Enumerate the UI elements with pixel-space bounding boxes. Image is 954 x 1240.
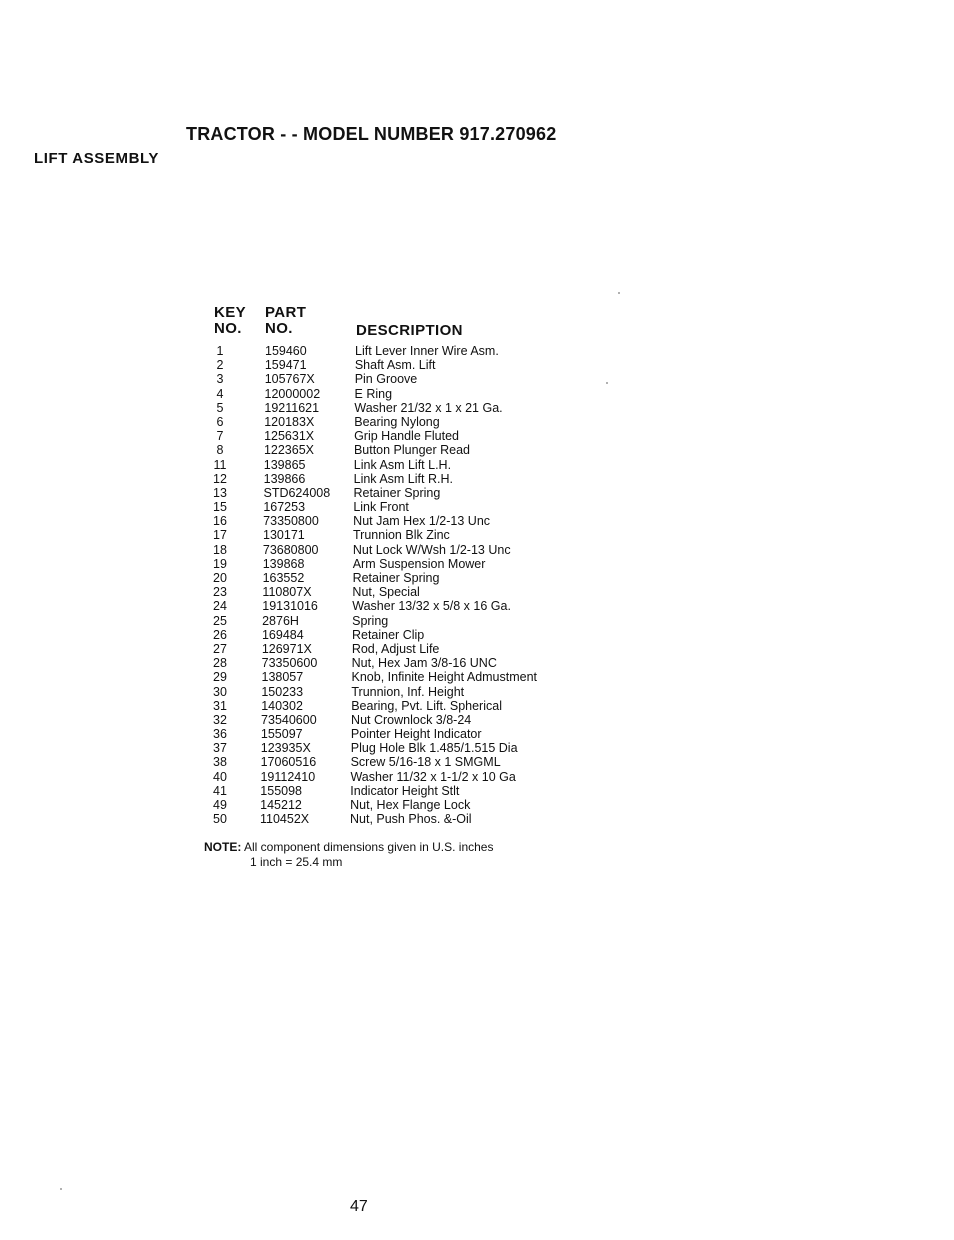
part-description: Pin Groove [354, 372, 418, 387]
section-heading: LIFT ASSEMBLY [34, 150, 160, 167]
key-number: 49 [213, 798, 227, 812]
part-description: Retainer Clip [351, 627, 425, 642]
part-number: 139865 [263, 457, 306, 472]
table-row [0, 628, 700, 642]
part-description: Retainer Spring [352, 571, 440, 585]
part-description: Nut, Special [352, 585, 420, 600]
scan-speck [606, 382, 608, 384]
key-number: 16 [213, 514, 227, 529]
part-number: 167253 [263, 500, 306, 515]
part-description: Nut Lock W/Wsh 1/2-13 Unc [352, 542, 511, 557]
part-number: 19131016 [262, 599, 318, 614]
table-row [0, 458, 700, 472]
table-row [0, 358, 700, 372]
key-number: 5 [216, 400, 224, 415]
note [204, 840, 493, 854]
part-number: 105767X [264, 372, 315, 387]
part-number: STD624008 [263, 485, 331, 500]
description-header: DESCRIPTION [356, 322, 463, 339]
table-row [0, 599, 700, 613]
table-row [0, 401, 700, 415]
table-row [0, 614, 700, 628]
note-label: NOTE: [204, 840, 242, 854]
part-number: 122365X [263, 443, 314, 458]
part-number: 125631X [264, 429, 315, 444]
table-row [0, 812, 700, 826]
key-number: 40 [213, 769, 227, 784]
part-number: 140302 [261, 698, 303, 713]
key-number: 41 [213, 783, 227, 798]
part-number: 126971X [261, 641, 312, 656]
key-number: 13 [213, 485, 227, 500]
table-row [0, 557, 700, 571]
part-description: E Ring [354, 386, 393, 401]
part-description: Grip Handle Fluted [354, 429, 459, 444]
part-description: Trunnion Blk Zinc [353, 528, 450, 543]
note-text: All component dimensions given in U.S. inches [244, 840, 494, 854]
table-row [0, 741, 700, 755]
part-description: Washer 21/32 x 1 x 21 Ga. [354, 400, 503, 415]
table-row [0, 727, 700, 741]
page-title: TRACTOR - - MODEL NUMBER 917.270962 [186, 124, 557, 144]
part-description: Trunnion, Inf. Height [351, 684, 465, 699]
key-number: 38 [213, 755, 227, 770]
part-description: Rod, Adjust Life [351, 641, 440, 656]
key-number: 6 [216, 414, 224, 429]
key-number: 4 [216, 386, 224, 401]
key-number: 12 [213, 471, 227, 486]
note-conversion: 1 inch = 25.4 mm [250, 855, 343, 869]
scan-speck [618, 292, 620, 294]
table-row [0, 585, 700, 599]
part-description: Bearing Nylong [354, 414, 440, 429]
part-number: 123935X [260, 741, 311, 756]
part-number: 163552 [262, 571, 305, 585]
table-row [0, 670, 700, 684]
key-number: 27 [213, 641, 227, 656]
table-row [0, 500, 700, 514]
key-number: 26 [213, 627, 227, 642]
key-number: 19 [213, 556, 227, 571]
key-number: 11 [213, 457, 227, 472]
part-description: Shaft Asm. Lift [354, 358, 436, 373]
key-number: 37 [213, 741, 227, 756]
part-no-header-line2: NO. [265, 320, 293, 337]
key-number: 25 [213, 613, 227, 628]
part-description: Link Asm Lift L.H. [353, 457, 452, 472]
part-number: 2876H [262, 613, 299, 628]
table-row [0, 443, 700, 457]
part-description: Pointer Height Indicator [350, 727, 482, 742]
key-number: 17 [213, 528, 227, 543]
table-row [0, 685, 700, 699]
part-description: Arm Suspension Mower [352, 556, 486, 571]
table-row [0, 528, 700, 542]
key-number: 50 [213, 812, 227, 827]
part-number: 73350800 [263, 514, 319, 529]
part-description: Nut Jam Hex 1/2-13 Unc [353, 514, 491, 529]
part-number: 139868 [262, 556, 305, 571]
part-number: 159471 [264, 358, 307, 373]
part-description: Knob, Infinite Height Admustment [351, 670, 538, 685]
part-number: 19112410 [260, 769, 316, 784]
page-number: 47 [350, 1198, 368, 1215]
part-no-header-line1: PART [265, 304, 307, 321]
table-row [0, 472, 700, 486]
key-no-header-line1: KEY [214, 304, 247, 321]
key-number: 23 [213, 585, 227, 600]
part-description: Lift Lever Inner Wire Asm. [355, 344, 499, 358]
table-row [0, 429, 700, 443]
table-row [0, 784, 700, 798]
part-number: 19211621 [264, 400, 320, 415]
part-description: Bearing, Pvt. Lift. Spherical [351, 698, 502, 713]
table-row [0, 344, 700, 358]
key-number: 28 [213, 656, 227, 671]
part-number: 73540600 [261, 712, 317, 727]
part-number: 169484 [261, 627, 304, 642]
part-description: Spring [352, 613, 389, 628]
table-row [0, 415, 700, 429]
part-description: Retainer Spring [353, 485, 441, 500]
part-description: Plug Hole Blk 1.485/1.515 Dia [350, 741, 518, 756]
table-row [0, 642, 700, 656]
table-row [0, 770, 700, 784]
part-number: 73680800 [262, 542, 319, 557]
part-number: 110452X [260, 812, 310, 827]
part-number: 130171 [263, 528, 305, 543]
part-number: 159460 [265, 344, 307, 358]
key-number: 2 [216, 358, 224, 373]
part-number: 150233 [261, 684, 304, 699]
part-number: 12000002 [264, 386, 321, 401]
table-row [0, 486, 700, 500]
key-number: 29 [213, 670, 227, 685]
key-number: 30 [213, 684, 227, 699]
table-row [0, 798, 700, 812]
scan-speck [60, 1188, 62, 1190]
part-number: 139866 [263, 471, 306, 486]
key-number: 20 [213, 571, 227, 585]
part-number: 145212 [260, 798, 302, 812]
table-row [0, 571, 700, 585]
table-row [0, 387, 700, 401]
table-row [0, 543, 700, 557]
part-number: 17060516 [260, 755, 317, 770]
key-number: 15 [213, 500, 227, 515]
key-number: 31 [213, 698, 227, 713]
part-description: Link Asm Lift R.H. [353, 471, 453, 486]
table-row [0, 656, 700, 670]
part-description: Indicator Height Stlt [350, 783, 460, 798]
table-row [0, 514, 700, 528]
part-number: 155098 [260, 783, 303, 798]
key-number: 3 [216, 372, 224, 387]
part-description: Screw 5/16-18 x 1 SMGML [350, 755, 501, 770]
key-number: 36 [213, 727, 227, 742]
part-description: Nut, Hex Flange Lock [350, 798, 471, 812]
key-number: 8 [216, 443, 224, 458]
part-description: Nut Crownlock 3/8-24 [351, 712, 472, 727]
key-no-header-line2: NO. [214, 320, 242, 337]
key-number: 18 [213, 542, 227, 557]
table-row [0, 713, 700, 727]
table-row [0, 755, 700, 769]
part-number: 155097 [260, 727, 303, 742]
part-description: Washer 11/32 x 1-1/2 x 10 Ga [350, 769, 516, 784]
table-row [0, 699, 700, 713]
key-number: 32 [213, 712, 227, 727]
parts-list [0, 344, 700, 826]
part-description: Nut, Hex Jam 3/8-16 UNC [351, 656, 497, 671]
part-description: Washer 13/32 x 5/8 x 16 Ga. [352, 599, 511, 614]
part-number: 120183X [264, 414, 315, 429]
part-description: Button Plunger Read [353, 443, 470, 458]
key-number: 24 [213, 599, 227, 614]
part-description: Link Front [353, 500, 409, 515]
part-number: 110807X [262, 585, 312, 600]
key-number: 7 [216, 429, 224, 444]
table-row [0, 372, 700, 386]
key-number: 1 [216, 344, 224, 358]
part-number: 138057 [261, 670, 304, 685]
part-description: Nut, Push Phos. &-Oil [350, 812, 472, 827]
part-number: 73350600 [261, 656, 318, 671]
